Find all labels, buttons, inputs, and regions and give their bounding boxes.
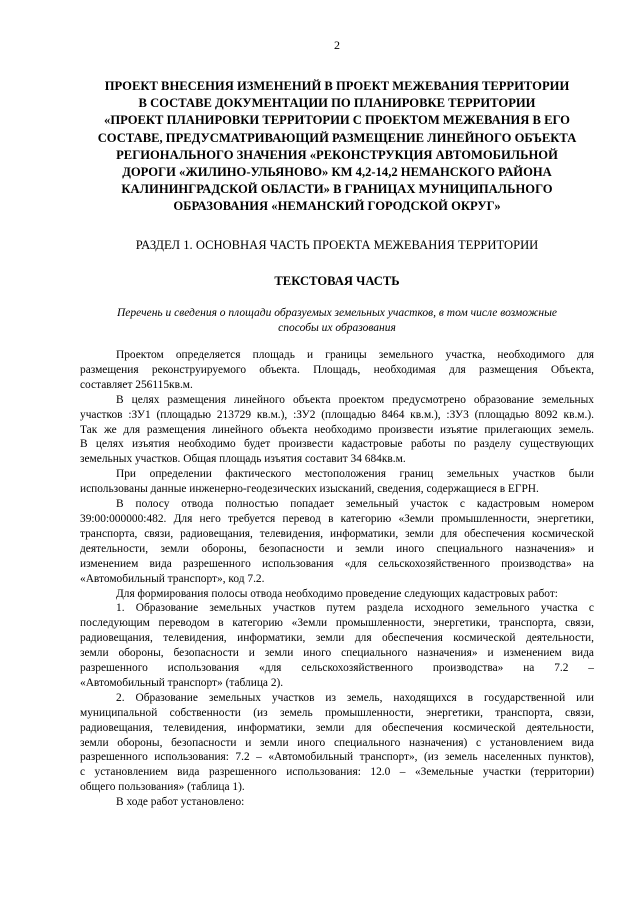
paragraph-line: земельных участков. Общая площадь изъятия составит 34 684кв.м.	[80, 453, 406, 466]
paragraph-line: разрешенного использования: 7.2 – «Автомобильный транспорт», (из земель населенных пунктов),	[80, 751, 594, 764]
title-line: СОСТАВЕ, ПРЕДУСМАТРИВАЮЩИЙ РАЗМЕЩЕНИЕ ЛИНЕЙНОГО ОБЪЕКТА	[97, 130, 577, 145]
paragraph-line: Для формирования полосы отвода необходимо проведение следующих кадастровых работ:	[116, 587, 558, 600]
title-line: ДОРОГИ «ЖИЛИНО-УЛЬЯНОВО» КМ 4,2-14,2 НЕМАНСКОГО РАЙОНА	[122, 165, 552, 180]
paragraph-line: При определении фактического местоположения границ земельных участков были	[116, 468, 594, 481]
paragraph	[80, 691, 594, 795]
section-heading: РАЗДЕЛ 1. ОСНОВНАЯ ЧАСТЬ ПРОЕКТА МЕЖЕВАНИЯ ТЕРРИТОРИИ	[135, 238, 539, 252]
paragraph-line: 39:00:000000:482. Для него требуется перевод в категорию «Земли промышленности, энергетики,	[80, 512, 594, 525]
paragraph-line: Проектом определяется площадь и границы земельного участка, необходимого для	[116, 349, 594, 361]
title-line: В СОСТАВЕ ДОКУМЕНТАЦИИ ПО ПЛАНИРОВКЕ ТЕРРИТОРИИ	[138, 96, 536, 111]
paragraph	[80, 467, 594, 497]
title-line: ОБРАЗОВАНИЯ «НЕМАНСКИЙ ГОРОДСКОЙ ОКРУГ»	[173, 199, 501, 214]
document-title	[80, 78, 594, 216]
title-line: РЕГИОНАЛЬНОГО ЗНАЧЕНИЯ «РЕКОНСТРУКЦИЯ АВТОМОБИЛЬНОЙ	[116, 147, 558, 162]
paragraph-line: В целях размещения линейного объекта проектом предусмотрено образование земельных	[116, 393, 594, 406]
page-number: 2	[334, 38, 340, 52]
paragraph-line: «Автомобильный транспорт», код 7.2.	[80, 572, 265, 585]
subheading: ТЕКСТОВАЯ ЧАСТЬ	[274, 274, 400, 288]
paragraph-line: разрешенного использования «для сельскохозяйственного производства» на 7.2 –	[80, 662, 594, 675]
paragraph	[80, 601, 594, 690]
paragraph-line: В целях изъятия необходимо будет произвести кадастровые работы по разделу существующих	[80, 438, 594, 451]
paragraph-line: муниципальной собственности (из земель промышленности, энергетики, транспорта, связи,	[80, 706, 594, 719]
paragraph-line: 2. Образование земельных участков из земель, находящихся в государственной или	[116, 691, 594, 704]
caption	[80, 306, 594, 336]
paragraph-line: транспорта, связи, радиовещания, телевидения, информатики, земли для обеспечения космической	[80, 527, 594, 540]
paragraph-line: деятельности, земли обороны, безопасности и земли иного специального назначения» и	[80, 542, 594, 555]
paragraph-line: радиовещания, телевидения, информатики, земли для обеспечения космической деятельности,	[80, 721, 594, 734]
paragraph-line: последующим переводом в категорию «Земли промышленности, энергетики, транспорта, связи,	[80, 617, 594, 630]
paragraph-line: изменением вида разрешенного использования «для сельскохозяйственного производства» на	[80, 557, 594, 570]
paragraph-line: участков :ЗУ1 (площадью 213729 кв.м.), :ЗУ2 (площадью 8464 кв.м.), :ЗУ3 (площадью 8092 кв.м.).	[80, 408, 594, 421]
paragraph-line: с установлением вида разрешенного использования: 12.0 – «Земельные участки (территории)	[80, 766, 594, 779]
title-line: ПРОЕКТ ВНЕСЕНИЯ ИЗМЕНЕНИЙ В ПРОЕКТ МЕЖЕВАНИЯ ТЕРРИТОРИИ	[104, 79, 570, 93]
paragraph	[80, 587, 594, 602]
caption-line: способы их образования	[278, 322, 396, 334]
paragraph-line: Так же для размещения линейного объекта необходимо произвести изъятие прилегающих земель.	[80, 423, 594, 436]
paragraph-line: В ходе работ установлено:	[116, 796, 245, 809]
paragraph-line: земли обороны, безопасности и земли иного специального назначения) с установлением вида	[80, 736, 594, 749]
paragraph-line: земли обороны, безопасности и земли иного специального назначения» и изменением вида	[80, 647, 594, 660]
paragraph-line: «Автомобильный транспорт» (таблица 2).	[80, 676, 284, 689]
body-text	[80, 348, 594, 810]
paragraph	[80, 497, 594, 586]
paragraph-line: общего пользования» (таблица 1).	[80, 781, 245, 794]
title-line: «ПРОЕКТ ПЛАНИРОВКИ ТЕРРИТОРИИ С ПРОЕКТОМ МЕЖЕВАНИЯ В ЕГО	[104, 113, 570, 128]
paragraph-line: использованы данные инженерно-геодезических изысканий, сведения, содержащиеся в ЕГРН.	[80, 483, 539, 496]
paragraph-line: 1. Образование земельных участков путем раздела исходного земельного участка с	[116, 602, 594, 615]
paragraph-line: размещения реконструируемого объекта. Площадь, необходимая для размещения Объекта,	[80, 363, 594, 376]
title-line: КАЛИНИНГРАДСКОЙ ОБЛАСТИ» В ГРАНИЦАХ МУНИЦИПАЛЬНОГО	[121, 182, 553, 197]
paragraph	[80, 348, 594, 393]
paragraph-line: радиовещания, телевидения, информатики, земли для обеспечения космической деятельности,	[80, 632, 594, 645]
paragraph	[80, 393, 594, 468]
paragraph	[80, 795, 594, 810]
caption-line: Перечень и сведения о площади образуемых земельных участков, в том числе возможные	[117, 307, 557, 319]
paragraph-line: составляет 256115кв.м.	[80, 378, 193, 391]
paragraph-line: В полосу отвода полностью попадает земельный участок с кадастровым номером	[116, 498, 594, 511]
